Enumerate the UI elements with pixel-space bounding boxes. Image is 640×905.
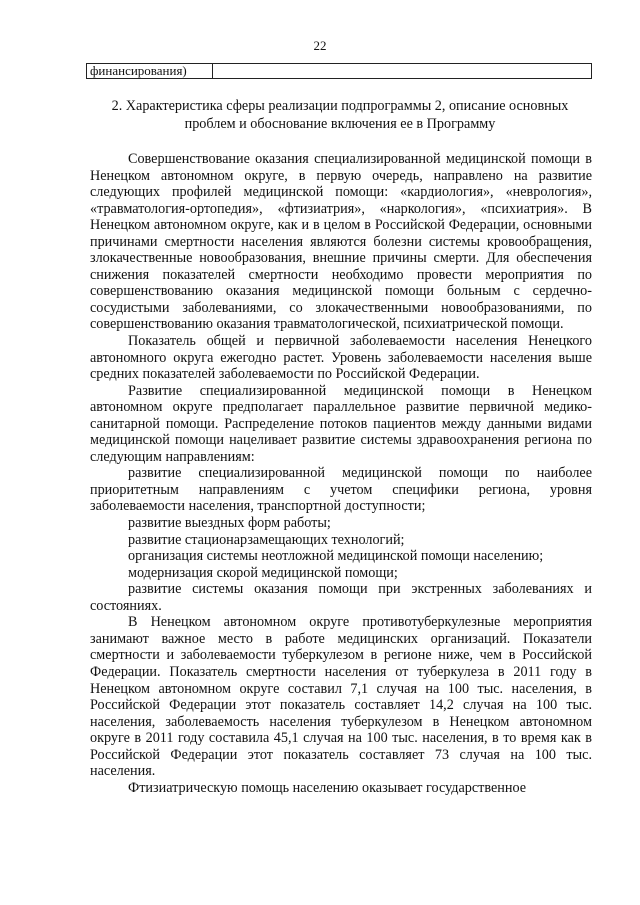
list-item: развитие выездных форм работы; bbox=[128, 515, 331, 532]
table-cell-financing: финансирования) bbox=[87, 64, 213, 78]
list-item: развитие системы оказания помощи при экстренных заболеваниях и состояниях. bbox=[90, 581, 592, 614]
page-number: 22 bbox=[313, 38, 327, 53]
paragraph: Развитие специализированной медицинской помощи в Ненецком автономном округе предполагает параллельное развитие первичной медико-санитарной помощи. Распределение потоков пациентов между данными видами медицинской помощи нацеливает развитие системы здравоохранения региона по следующим направлениям: bbox=[90, 382, 592, 465]
body-text bbox=[90, 151, 592, 796]
list-item: организация системы неотложной медицинской помощи населению; bbox=[128, 548, 544, 565]
section-heading: 2. Характеристика сферы реализации подпрограммы 2, описание основных проблем и обоснование включения ее в Программу bbox=[111, 98, 569, 132]
list-item: развитие специализированной медицинской помощи по наиболее приоритетным направлениям с учетом специфики региона, уровня заболеваемости населения, транспортной доступности; bbox=[90, 465, 592, 515]
paragraph: Фтизиатрическую помощь населению оказывает государственное bbox=[128, 779, 527, 796]
list-item: развитие стационарзамещающих технологий; bbox=[128, 531, 405, 548]
list-item: модернизация скорой медицинской помощи; bbox=[128, 564, 398, 581]
paragraph: Показатель общей и первичной заболеваемости населения Ненецкого автономного округа ежегодно растет. Уровень заболеваемости населения выше средних показателей заболеваемости по Российской Федерации. bbox=[90, 333, 592, 383]
table-cell-empty bbox=[213, 64, 591, 78]
table-fragment bbox=[86, 63, 592, 79]
paragraph: В Ненецком автономном округе противотуберкулезные мероприятия занимают важное место в работе медицинских организаций. Показатели смертности и заболеваемости туберкулезом в регионе ниже, чем в Российской Федерации. Показатель смертности населения от туберкулеза в 2011 году в Ненецком автономном округе составил 7,1 случая на 100 тыс. населения, в Российской Федерации этот показатель составляет 14,2 случая на 100 тыс. населения, заболеваемость населения туберкулезом в Ненецком автономном округе в 2011 году составила 45,1 случая на 100 тыс. населения, в то время как в Российской Федерации этот показатель составляет 73 случая на 100 тыс. населения. bbox=[90, 614, 592, 780]
paragraph: Совершенствование оказания специализированной медицинской помощи в Ненецком автономном округе, в первую очередь, направлено на развитие следующих профилей медицинской помощи: «кардиология», «неврология», «травматология-ортопедия», «фтизиатрия», «наркология», «психиатрия». В Ненецком автономном округе, как и в целом в Российской Федерации, основными причинами смертности населения являются болезни системы кровообращения, злокачественные новообразования, внешние причины смерти. Для обеспечения снижения показателей смертности необходимо провести мероприятия по совершенствованию оказания медицинской помощи больным с сердечно-сосудистыми заболеваниями, со злокачественными новообразованиями, по совершенствованию оказания травматологической, психиатрической помощи. bbox=[90, 151, 592, 333]
